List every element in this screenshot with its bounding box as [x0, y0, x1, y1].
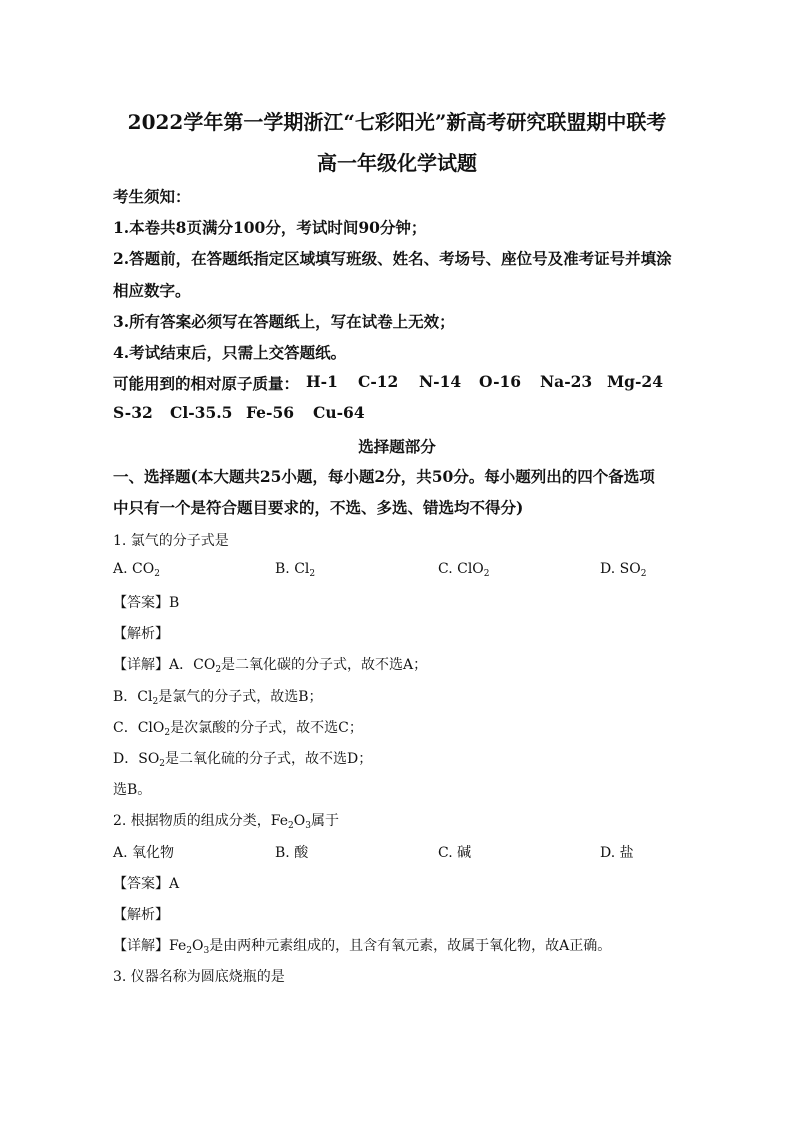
notice-item-2: 2.答题前，在答题纸指定区域填写班级、姓名、考场号、座位号及准考证号并填涂 [113, 249, 672, 268]
exam-title-line1: 2022学年第一学期浙江“七彩阳光”新高考研究联盟期中联考 [127, 110, 667, 134]
atomic-mass-cu: Cu-64 [313, 403, 365, 422]
q1-detail-d: D．$SO_2$是二氧化硫的分子式，故不选D； [113, 751, 373, 769]
q1-option-b: B. $Cl_2$ [275, 561, 316, 579]
atomic-mass-na: Na-23 [540, 372, 593, 391]
section-instructions-cont: 中只有一个是符合题目要求的，不选、多选、错选均不得分) [113, 498, 524, 517]
q2-option-a: A. 氧化物 [113, 845, 175, 861]
q1-option-d: D. $SO_2$ [600, 561, 647, 579]
q2-option-c: C. 碱 [438, 845, 472, 861]
notice-item-2-cont: 相应数字。 [113, 281, 191, 300]
notice-heading: 考生须知： [113, 187, 191, 206]
q1-detail-a: 【详解】A．$CO_2$是二氧化碳的分子式，故不选A； [113, 657, 428, 675]
atomic-mass-c: C-12 [358, 372, 399, 391]
q1-answer: 【答案】B [113, 595, 180, 611]
q1-option-c: C. ClO$_2$ [438, 561, 490, 579]
atomic-mass-h: H-1 [306, 372, 338, 391]
atomic-mass-mg: Mg-24 [607, 372, 663, 391]
notice-item-4: 4.考试结束后，只需上交答题纸。 [113, 343, 347, 362]
q1-stem: 1. 氯气的分子式是 [113, 533, 229, 549]
notice-item-1: 1.本卷共8页满分100分，考试时间90分钟； [113, 218, 427, 237]
q2-option-b: B. 酸 [275, 845, 309, 861]
section-heading: 选择题部分 [358, 437, 436, 456]
notice-item-3: 3.所有答案必须写在答题纸上，写在试卷上无效； [113, 312, 455, 331]
atomic-mass-cl: Cl-35.5 [170, 403, 233, 422]
section-instructions: 一、选择题(本大题共25小题，每小题2分，共50分。每小题列出的四个备选项 [113, 467, 655, 486]
q1-analysis-label: 【解析】 [113, 626, 169, 642]
q1-detail-c: C．ClO$_2$是次氯酸的分子式，故不选C； [113, 720, 363, 738]
q1-detail-b: B．$Cl_2$是氯气的分子式，故选B； [113, 689, 323, 707]
q2-stem: 2. 根据物质的组成分类，$Fe_2O_3$属于 [113, 813, 339, 831]
q3-stem: 3. 仪器名称为圆底烧瓶的是 [113, 969, 285, 985]
exam-title-line2: 高一年级化学试题 [317, 151, 477, 175]
atomic-mass-n: N-14 [419, 372, 462, 391]
q2-answer: 【答案】A [113, 876, 180, 892]
atomic-mass-fe: Fe-56 [246, 403, 295, 422]
atomic-mass-s: S-32 [113, 403, 153, 422]
q2-analysis-label: 【解析】 [113, 907, 169, 923]
q1-conclusion: 选B。 [113, 782, 152, 798]
q2-detail: 【详解】$Fe_2O_3$是由两种元素组成的，且含有氧元素，故属于氧化物，故A正确。 [113, 938, 612, 956]
atomic-mass-label: 可能用到的相对原子质量： [113, 374, 300, 393]
q1-option-a: A. $CO_2$ [113, 561, 160, 579]
atomic-mass-o: O-16 [479, 372, 522, 391]
q2-option-d: D. 盐 [600, 845, 634, 861]
